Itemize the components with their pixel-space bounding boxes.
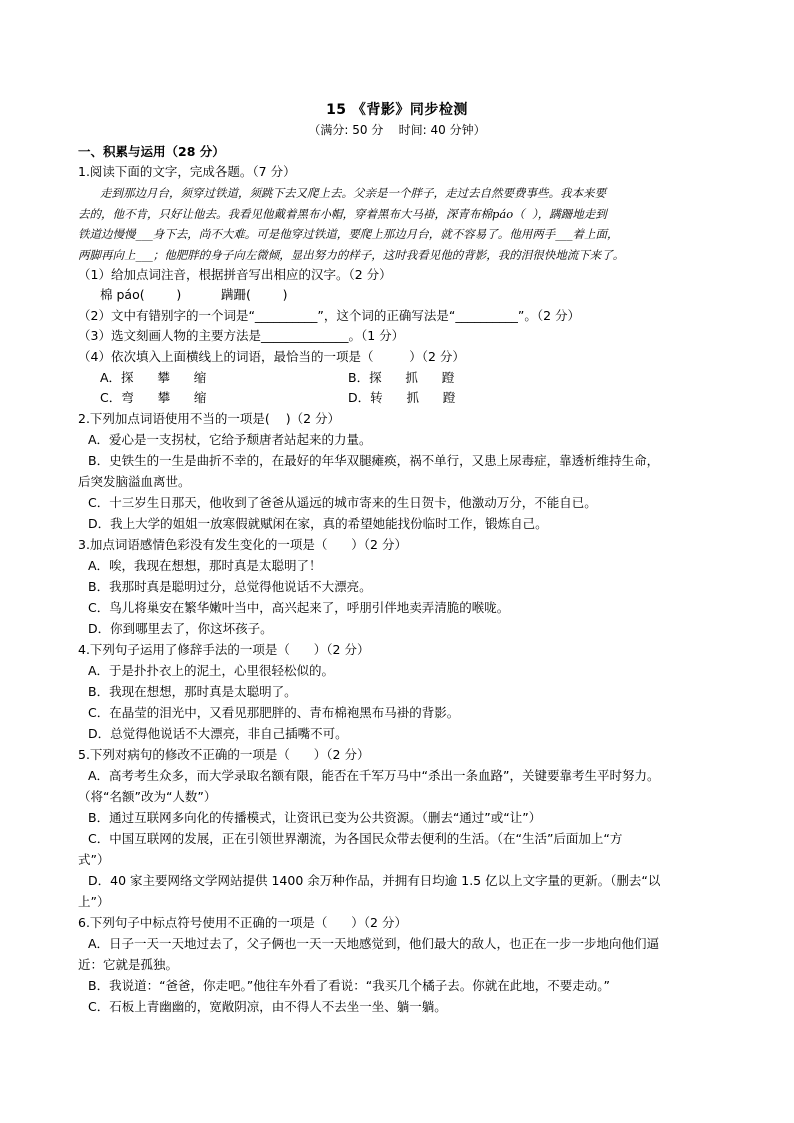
text-line-content: （4）依次填入上面横线上的词语，最恰当的一项是（ ）（2 分） <box>78 349 465 364</box>
text-line-content: A．探 攀 缩 <box>100 370 207 385</box>
text-line-content: 4.下列句子运用了修辞手法的一项是（ ）（2 分） <box>78 642 370 657</box>
text-line <box>0 619 794 639</box>
text-line <box>0 976 794 996</box>
text-line <box>0 640 794 660</box>
text-line-content: C．十三岁生日那天，他收到了爸爸从遥远的城市寄来的生日贺卡，他激动万分，不能自已。 <box>88 495 597 510</box>
text-line <box>0 829 794 849</box>
text-line-content: （1）给加点词注音，根据拼音写出相应的汉字。（2 分） <box>78 267 392 282</box>
text-line <box>0 430 794 450</box>
text-line-content: 去的，他不肯，只好让他去。我看见他戴着黑布小帽，穿着黑布大马褂，深青布棉páo（ ），蹒跚地走到 <box>78 207 607 221</box>
text-line <box>0 724 794 744</box>
text-line-content: C．在晶莹的泪光中，又看见那肥胖的、青布棉袍黑布马褂的背影。 <box>88 705 460 720</box>
text-line-content: 2.下列加点词语使用不当的一项是( )（2 分） <box>78 411 341 426</box>
text-line-content: 两脚再向上___；他肥胖的身子向左微倾，显出努力的样子，这时我看见他的背影，我的泪很快地流下来了。 <box>78 248 625 262</box>
text-line <box>0 306 794 326</box>
text-line-content: D．转 抓 蹬 <box>348 390 456 405</box>
text-line-content: B．通过互联网多向化的传播模式，让资讯已变为公共资源。（删去“通过”或“让”） <box>88 810 542 825</box>
text-line-content: B．探 抓 蹬 <box>348 370 455 385</box>
text-line <box>0 326 794 346</box>
text-line-content: A．唉，我现在想想，那时真是太聪明了！ <box>88 558 322 573</box>
text-line <box>0 409 794 429</box>
text-line <box>0 347 794 367</box>
text-line-content: A．高考考生众多，而大学录取名额有限，能否在千军万马中“杀出一条血路”，关键要靠考生平时努力。 <box>88 768 660 783</box>
text-line <box>0 913 794 933</box>
text-line <box>0 224 794 244</box>
text-line-content: A．爱心是一支拐杖，它给予颓唐者站起来的力量。 <box>88 432 372 447</box>
text-line-content: D．你到哪里去了，你这坏孩子。 <box>88 621 273 636</box>
text-line <box>0 577 794 597</box>
text-line-content: 3.加点词语感情色彩没有发生变化的一项是（ ）（2 分） <box>78 537 407 552</box>
text-line <box>0 245 794 265</box>
text-line <box>0 265 794 285</box>
text-line-content: B．我那时真是聪明过分，总觉得他说话不大漂亮。 <box>88 579 372 594</box>
text-line-content: C．弯 攀 缩 <box>100 390 207 405</box>
text-line <box>0 892 794 912</box>
text-line <box>0 934 794 954</box>
text-line-content: C．鸟儿将巢安在繁华嫩叶当中，高兴起来了，呼朋引伴地卖弄清脆的喉咙。 <box>88 600 510 615</box>
text-line <box>0 556 794 576</box>
text-line-content: C．中国互联网的发展，正在引领世界潮流，为各国民众带去便利的生活。（在“生活”后面加上“方 <box>88 831 623 846</box>
text-line-content: 铁道边慢慢___身下去，尚不大难。可是他穿过铁道，要爬上那边月台，就不容易了。他用两手___着上面， <box>78 227 619 241</box>
text-line <box>0 871 794 891</box>
text-line <box>0 388 794 408</box>
text-line-content: 式”） <box>78 852 110 867</box>
text-line <box>0 955 794 975</box>
text-line-content: C．石板上青幽幽的，宽敞阴凉，由不得人不去坐一坐、躺一躺。 <box>88 999 447 1014</box>
text-line-content: （将“名额”改为“人数”） <box>78 789 217 804</box>
text-line-content: 6.下列句子中标点符号使用不正确的一项是（ ）（2 分） <box>78 915 407 930</box>
text-line-content: D．我上大学的姐姐一放寒假就赋闲在家，真的希望她能找份临时工作，锻炼自己。 <box>88 516 548 531</box>
text-line <box>0 850 794 870</box>
page-subtitle: （满分: 50 分 时间: 40 分钟） <box>308 123 486 137</box>
page-title: 15 《背影》同步检测 <box>326 102 468 118</box>
text-line <box>0 661 794 681</box>
text-line <box>0 285 794 305</box>
text-line-content: D．40 家主要网络文学网站提供 1400 余万种作品，并拥有日均逾 1.5 亿以上文字量的更新。（删去“以 <box>88 873 661 888</box>
text-line-content: 棉 páo( ) 蹒跚( ) <box>100 287 288 302</box>
text-line-content: A．日子一天一天地过去了，父子俩也一天一天地感觉到，他们最大的敌人，也正在一步一步地向他们逼 <box>88 936 660 951</box>
text-line-content: 近：它就是孤独。 <box>78 957 179 972</box>
text-line-content: B．我说道：“爸爸，你走吧。”他往车外看了看说：“我买几个橘子去。你就在此地，不要走动。” <box>88 978 610 993</box>
text-line-content: （3）选文刻画人物的主要方法是______________。（1 分） <box>78 328 405 343</box>
text-line-content: 一、积累与运用（28 分） <box>78 144 225 159</box>
text-line-content: B．史铁生的一生是曲折不幸的，在最好的年华双腿瘫痪，祸不单行，又患上尿毒症，靠透析维持生命， <box>88 453 660 468</box>
text-line <box>0 204 794 224</box>
text-line-content: D．总觉得他说话不大漂亮，非自己插嘴不可。 <box>88 726 348 741</box>
text-line-content: B．我现在想想，那时真是太聪明了。 <box>88 684 297 699</box>
text-line-content: 后突发脑溢血离世。 <box>78 474 191 489</box>
text-line <box>0 162 794 182</box>
text-line <box>0 183 794 203</box>
text-line <box>0 493 794 513</box>
text-line <box>0 472 794 492</box>
text-line <box>0 514 794 534</box>
text-line <box>0 535 794 555</box>
text-line-content: （2）文中有错别字的一个词是“__________”，这个词的正确写法是“__________”。（2 分） <box>78 308 581 323</box>
text-line-content: 走到那边月台，须穿过铁道，须跳下去又爬上去。父亲是一个胖子，走过去自然要费事些。我本来要 <box>100 186 606 200</box>
text-line <box>0 703 794 723</box>
text-line <box>0 598 794 618</box>
text-line <box>0 766 794 786</box>
text-line <box>0 451 794 471</box>
text-line <box>0 745 794 765</box>
text-line <box>0 682 794 702</box>
text-line <box>0 808 794 828</box>
text-line <box>0 142 794 162</box>
text-line <box>0 997 794 1017</box>
text-line-content: 1.阅读下面的文字，完成各题。（7 分） <box>78 164 296 179</box>
text-line <box>0 368 794 388</box>
text-line-content: 上”） <box>78 894 110 909</box>
text-line-content: 5.下列对病句的修改不正确的一项是（ ）（2 分） <box>78 747 370 762</box>
text-line <box>0 787 794 807</box>
text-line-content: A．于是扑扑衣上的泥土，心里很轻松似的。 <box>88 663 335 678</box>
